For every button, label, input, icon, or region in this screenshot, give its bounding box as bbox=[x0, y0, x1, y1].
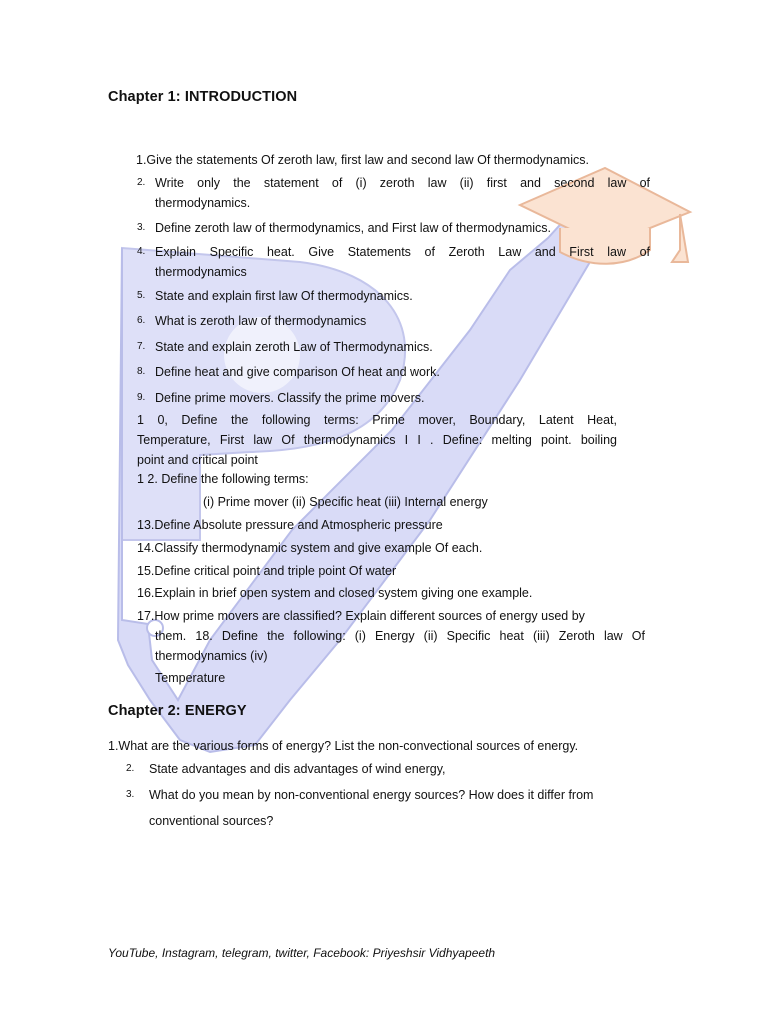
ch1-question-16: 16.Explain in brief open system and closed system giving one example. bbox=[137, 586, 533, 600]
ch1-q6-number: 6. bbox=[137, 315, 146, 326]
ch1-question-5: State and explain first law Of thermodynamics. bbox=[155, 289, 413, 303]
footer-social-links: YouTube, Instagram, telegram, twitter, Facebook: Priyeshsir Vidhyapeeth bbox=[108, 946, 496, 960]
ch1-question-17-line3: thermodynamics (iv) bbox=[155, 649, 268, 663]
ch1-question-17-line4: Temperature bbox=[155, 671, 226, 685]
ch2-question-3-line1: What do you mean by non-conventional energy sources? How does it differ from bbox=[149, 788, 594, 802]
ch1-question-2-line1: Write only the statement of (i) zeroth law (ii) first and second law of bbox=[155, 176, 650, 190]
ch1-question-4-line1: Explain Specific heat. Give Statements of Zeroth Law and First law of bbox=[155, 245, 650, 259]
ch2-question-2: State advantages and dis advantages of wind energy, bbox=[149, 762, 446, 776]
ch1-q8-number: 8. bbox=[137, 366, 146, 377]
ch1-question-17-line1: 17.How prime movers are classified? Explain different sources of energy used by bbox=[137, 609, 585, 623]
ch1-q4-number: 4. bbox=[137, 246, 146, 257]
ch1-question-2-line2: thermodynamics. bbox=[155, 196, 251, 210]
ch1-question-10-line3: point and critical point bbox=[137, 453, 258, 467]
ch1-question-6: What is zeroth law of thermodynamics bbox=[155, 314, 367, 328]
ch1-question-9: Define prime movers. Classify the prime movers. bbox=[155, 391, 425, 405]
ch1-question-1: 1.Give the statements Of zeroth law, first law and second law Of thermodynamics. bbox=[136, 153, 589, 167]
ch1-q9-number: 9. bbox=[137, 392, 146, 403]
chapter1-heading: Chapter 1: INTRODUCTION bbox=[108, 89, 298, 105]
ch2-q2-number: 2. bbox=[126, 763, 135, 774]
ch1-q3-number: 3. bbox=[137, 222, 146, 233]
ch2-question-1: 1.What are the various forms of energy? List the non-convectional sources of energy. bbox=[108, 739, 579, 753]
ch1-question-17-line2: them. 18. Define the following: (i) Energy (ii) Specific heat (iii) Zeroth law Of bbox=[155, 629, 645, 643]
ch1-question-10-line1: 1 0, Define the following terms: Prime mover, Boundary, Latent Heat, bbox=[137, 413, 617, 427]
chapter2-heading: Chapter 2: ENERGY bbox=[108, 703, 247, 719]
ch1-question-8: Define heat and give comparison Of heat and work. bbox=[155, 365, 440, 379]
ch1-question-13: 13.Define Absolute pressure and Atmospheric pressure bbox=[137, 518, 443, 532]
ch1-question-3: Define zeroth law of thermodynamics, and First law of thermodynamics. bbox=[155, 221, 551, 235]
ch1-q7-number: 7. bbox=[137, 341, 146, 352]
ch1-question-10-line2: Temperature, First law Of thermodynamics I I . Define: melting point. boiling bbox=[137, 433, 617, 447]
ch1-question-14: 14.Classify thermodynamic system and give example Of each. bbox=[137, 541, 483, 555]
ch1-question-12: 1 2. Define the following terms: bbox=[137, 472, 309, 486]
ch2-q3-number: 3. bbox=[126, 789, 135, 800]
ch2-question-3-line2: conventional sources? bbox=[149, 814, 274, 828]
ch1-q5-number: 5. bbox=[137, 290, 146, 301]
ch1-question-4-line2: thermodynamics bbox=[155, 265, 247, 279]
ch1-question-12-sub: (i) Prime mover (ii) Specific heat (iii) Internal energy bbox=[203, 495, 488, 509]
ch1-question-15: 15.Define critical point and triple point Of water bbox=[137, 564, 397, 578]
ch1-question-7: State and explain zeroth Law of Thermodynamics. bbox=[155, 340, 433, 354]
ch1-q2-number: 2. bbox=[137, 177, 146, 188]
